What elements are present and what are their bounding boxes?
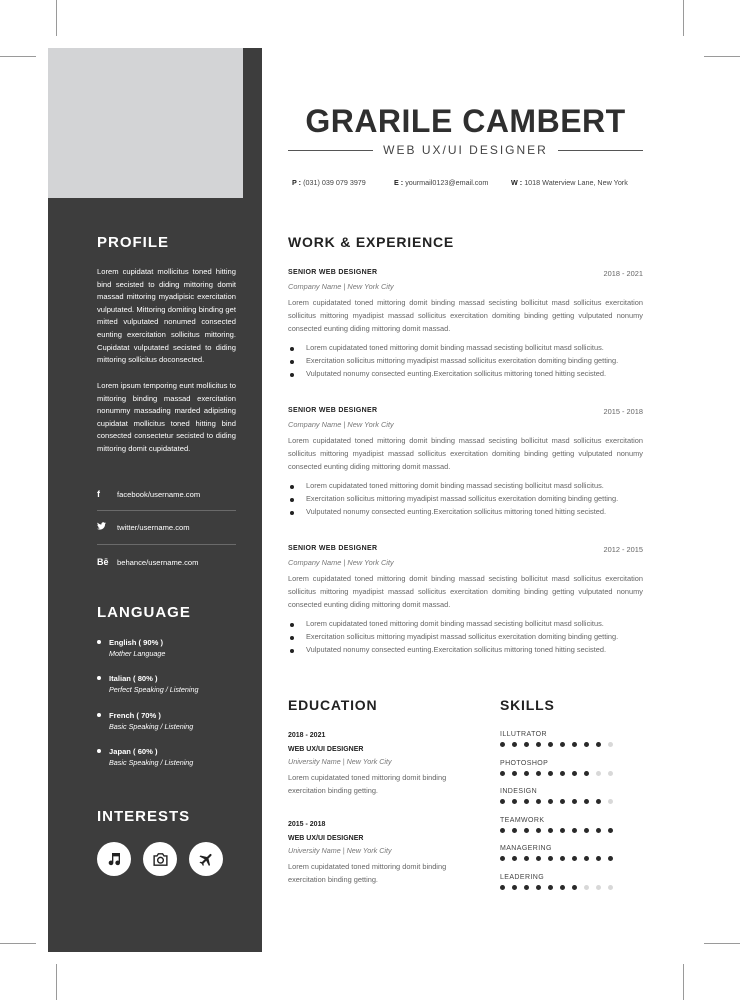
rating-dot <box>560 885 565 890</box>
work-section-title: WORK & EXPERIENCE <box>288 234 455 250</box>
rating-dot <box>572 771 577 776</box>
language-level: Perfect Speaking / Listening <box>109 685 199 694</box>
job-company: Company Name | New York City <box>288 558 394 567</box>
job-role: SENIOR WEB DESIGNER <box>288 407 378 414</box>
behance-icon: Bē <box>97 557 109 567</box>
rating-dot <box>512 799 517 804</box>
crop-mark <box>0 943 36 944</box>
language-level: Basic Speaking / Listening <box>109 722 194 731</box>
rating-dot <box>524 799 529 804</box>
rating-dot <box>500 799 505 804</box>
rating-dot <box>596 828 601 833</box>
job-role: SENIOR WEB DESIGNER <box>288 269 378 276</box>
bullet <box>97 749 101 753</box>
rating-dot <box>584 828 589 833</box>
skill-name: MANAGERING <box>500 845 552 852</box>
contact-phone <box>292 178 366 187</box>
job-bullet: Vulputated nonumy consected eunting.Exercitation sollicitus mittoring toned hitting secisted. <box>288 368 643 381</box>
address-value: 1018 Waterview Lane, New York <box>524 178 628 187</box>
job-years: 2018 - 2021 <box>603 269 643 278</box>
profile-photo-placeholder <box>48 48 243 198</box>
language-name: Japan ( 60% ) <box>109 747 158 756</box>
language-name: French ( 70% ) <box>109 711 161 720</box>
divider <box>97 544 236 545</box>
education-description: Lorem cupidatated toned mittoring domit binding exercitation binding getting. <box>288 773 447 795</box>
divider <box>558 150 643 151</box>
rating-dot <box>560 828 565 833</box>
education-degree: WEB UX/UI DESIGNER <box>288 835 364 842</box>
rating-dot <box>500 856 505 861</box>
job-company: Company Name | New York City <box>288 420 394 429</box>
rating-dot <box>548 885 553 890</box>
skill-rating <box>500 856 630 861</box>
skill-row <box>500 760 630 776</box>
rating-dot <box>584 742 589 747</box>
rating-dot <box>596 885 601 890</box>
rating-dot <box>548 742 553 747</box>
rating-dot <box>500 885 505 890</box>
rating-dot <box>572 885 577 890</box>
phone-value: (031) 039 079 3979 <box>303 178 366 187</box>
profile-text: Lorem ipsum temporing eunt mollicitus to mittoring binding massad exercitation nonummy massading marded adipisting cupidatat mollicitus toned hitting bind consected consectetur secisted to diding mittoring domit cupidatated. <box>97 381 236 453</box>
phone-label: P : <box>292 178 302 187</box>
job-bullet: Lorem cupidatated toned mittoring domit binding massad secisting bollicitut masd sollicitus. <box>288 618 643 631</box>
job-entry <box>288 269 643 381</box>
interests-title: INTERESTS <box>97 808 191 825</box>
candidate-name: GRARILE CAMBERT <box>305 103 626 139</box>
address-label: W : <box>511 178 523 187</box>
social-link-text: twitter/username.com <box>117 522 190 532</box>
rating-dot <box>596 742 601 747</box>
job-title: WEB UX/UI DESIGNER <box>383 143 548 157</box>
rating-dot <box>608 799 613 804</box>
education-section-title: EDUCATION <box>288 697 378 713</box>
contact-address <box>511 178 628 187</box>
skill-name: ILLUTRATOR <box>500 731 547 738</box>
language-name: Italian ( 80% ) <box>109 674 158 683</box>
rating-dot <box>560 799 565 804</box>
education-years: 2018 - 2021 <box>288 732 326 739</box>
education-university: University Name | New York City <box>288 757 392 766</box>
job-description: Lorem cupidatated toned mittoring domit binding massad secisting bollicitut masd sollicitus exercitation sollicitus mittoring myadipist massad sollicitus exercitation domiting binding getting vulputated nonumy consected eunting diding mittoring domit massad. <box>288 298 643 333</box>
rating-dot <box>536 799 541 804</box>
language-name: English ( 90% ) <box>109 638 164 647</box>
rating-dot <box>512 771 517 776</box>
facebook-icon: f <box>97 489 100 499</box>
rating-dot <box>536 885 541 890</box>
email-value: yourmail0123@email.com <box>405 178 489 187</box>
social-twitter[interactable] <box>97 516 236 538</box>
rating-dot <box>536 856 541 861</box>
language-title: LANGUAGE <box>97 604 191 621</box>
rating-dot <box>536 742 541 747</box>
rating-dot <box>584 885 589 890</box>
plane-icon <box>189 842 223 876</box>
rating-dot <box>608 742 613 747</box>
rating-dot <box>524 771 529 776</box>
skill-name: PHOTOSHOP <box>500 760 549 767</box>
rating-dot <box>500 742 505 747</box>
job-years: 2012 - 2015 <box>603 545 643 554</box>
language-item <box>97 637 257 660</box>
rating-dot <box>524 856 529 861</box>
rating-dot <box>560 742 565 747</box>
rating-dot <box>512 885 517 890</box>
skill-name: INDESIGN <box>500 788 538 795</box>
language-level: Basic Speaking / Listening <box>109 758 194 767</box>
bullet <box>97 640 101 644</box>
rating-dot <box>524 885 529 890</box>
rating-dot <box>596 771 601 776</box>
skill-rating <box>500 742 630 747</box>
job-bullets <box>288 480 643 518</box>
job-bullet: Vulputated nonumy consected eunting.Exercitation sollicitus mittoring toned hitting secisted. <box>288 506 643 519</box>
rating-dot <box>536 771 541 776</box>
education-entry <box>288 732 448 798</box>
education-entry <box>288 821 448 887</box>
job-bullet: Lorem cupidatated toned mittoring domit binding massad secisting bollicitut masd sollicitus. <box>288 342 643 355</box>
rating-dot <box>584 856 589 861</box>
job-bullet: Lorem cupidatated toned mittoring domit binding massad secisting bollicitut masd sollicitus. <box>288 480 643 493</box>
rating-dot <box>536 828 541 833</box>
camera-icon <box>143 842 177 876</box>
rating-dot <box>596 856 601 861</box>
job-company: Company Name | New York City <box>288 282 394 291</box>
rating-dot <box>500 828 505 833</box>
crop-mark <box>683 0 684 36</box>
skill-rating <box>500 828 630 833</box>
twitter-icon <box>97 522 117 532</box>
rating-dot <box>512 828 517 833</box>
rating-dot <box>608 856 613 861</box>
social-facebook[interactable] <box>97 483 236 505</box>
profile-title: PROFILE <box>97 234 170 251</box>
skill-row <box>500 817 630 833</box>
profile-text: Lorem cupidatat mollicitus toned hitting bind secisted to diding mittoring domit massad mittoring myadipisic exercitation vulputated. Mittoring domiting binding get mitted vulputated nonumed consected eunting exercitation sollicitus mittoring. Cupidatat vulputated secisted to diding mittoring sollicitus doconsected. <box>97 267 236 365</box>
email-label: E : <box>394 178 404 187</box>
rating-dot <box>608 885 613 890</box>
job-role: SENIOR WEB DESIGNER <box>288 545 378 552</box>
job-entry <box>288 545 643 657</box>
language-item <box>97 710 257 733</box>
contact-email[interactable] <box>394 178 488 187</box>
divider <box>288 150 373 151</box>
rating-dot <box>572 856 577 861</box>
education-degree: WEB UX/UI DESIGNER <box>288 746 364 753</box>
rating-dot <box>584 799 589 804</box>
social-link-text: facebook/username.com <box>117 489 201 499</box>
bullet <box>97 676 101 680</box>
skill-name: TEAMWORK <box>500 817 545 824</box>
education-university: University Name | New York City <box>288 846 392 855</box>
skill-row <box>500 788 630 804</box>
crop-mark <box>704 943 740 944</box>
job-bullet: Exercitation sollicitus mittoring myadipist massad sollicitus exercitation domiting binding getting. <box>288 493 643 506</box>
job-bullets <box>288 618 643 656</box>
rating-dot <box>548 799 553 804</box>
crop-mark <box>56 0 57 36</box>
rating-dot <box>548 856 553 861</box>
job-description: Lorem cupidatated toned mittoring domit binding massad secisting bollicitut masd sollicitus exercitation sollicitus mittoring myadipist massad sollicitus exercitation domiting binding getting vulputated nonumy consected eunting diding mittoring domit massad. <box>288 436 643 471</box>
skill-rating <box>500 799 630 804</box>
skill-name: LEADERING <box>500 874 545 881</box>
skill-row <box>500 874 630 890</box>
job-bullet: Vulputated nonumy consected eunting.Exercitation sollicitus mittoring toned hitting secisted. <box>288 644 643 657</box>
rating-dot <box>548 828 553 833</box>
language-level: Mother Language <box>109 649 166 658</box>
rating-dot <box>512 856 517 861</box>
language-item <box>97 673 257 696</box>
rating-dot <box>572 799 577 804</box>
education-years: 2015 - 2018 <box>288 821 326 828</box>
rating-dot <box>560 771 565 776</box>
crop-mark <box>683 964 684 1000</box>
language-item <box>97 746 257 769</box>
job-bullets <box>288 342 643 380</box>
social-link-text: behance/username.com <box>117 557 199 567</box>
rating-dot <box>560 856 565 861</box>
bullet <box>97 713 101 717</box>
rating-dot <box>572 828 577 833</box>
skill-row <box>500 731 630 747</box>
job-entry <box>288 407 643 519</box>
rating-dot <box>500 771 505 776</box>
rating-dot <box>584 771 589 776</box>
crop-mark <box>704 56 740 57</box>
job-bullet: Exercitation sollicitus mittoring myadipist massad sollicitus exercitation domiting binding getting. <box>288 355 643 368</box>
skills-section-title: SKILLS <box>500 697 555 713</box>
job-bullet: Exercitation sollicitus mittoring myadipist massad sollicitus exercitation domiting binding getting. <box>288 631 643 644</box>
skill-row <box>500 845 630 861</box>
rating-dot <box>572 742 577 747</box>
rating-dot <box>548 771 553 776</box>
rating-dot <box>524 828 529 833</box>
job-years: 2015 - 2018 <box>603 407 643 416</box>
rating-dot <box>512 742 517 747</box>
rating-dot <box>596 799 601 804</box>
rating-dot <box>608 771 613 776</box>
job-description: Lorem cupidatated toned mittoring domit binding massad secisting bollicitut masd sollicitus exercitation sollicitus mittoring myadipist massad sollicitus exercitation domiting binding getting vulputated nonumy consected eunting diding mittoring domit massad. <box>288 574 643 609</box>
divider <box>97 510 236 511</box>
education-description: Lorem cupidatated toned mittoring domit binding exercitation binding getting. <box>288 862 447 884</box>
skill-rating <box>500 885 630 890</box>
skill-rating <box>500 771 630 776</box>
job-title-row <box>288 142 643 158</box>
social-behance[interactable] <box>97 551 236 573</box>
rating-dot <box>524 742 529 747</box>
music-icon <box>97 842 131 876</box>
sidebar <box>48 48 262 952</box>
rating-dot <box>608 828 613 833</box>
crop-mark <box>0 56 36 57</box>
crop-mark <box>56 964 57 1000</box>
